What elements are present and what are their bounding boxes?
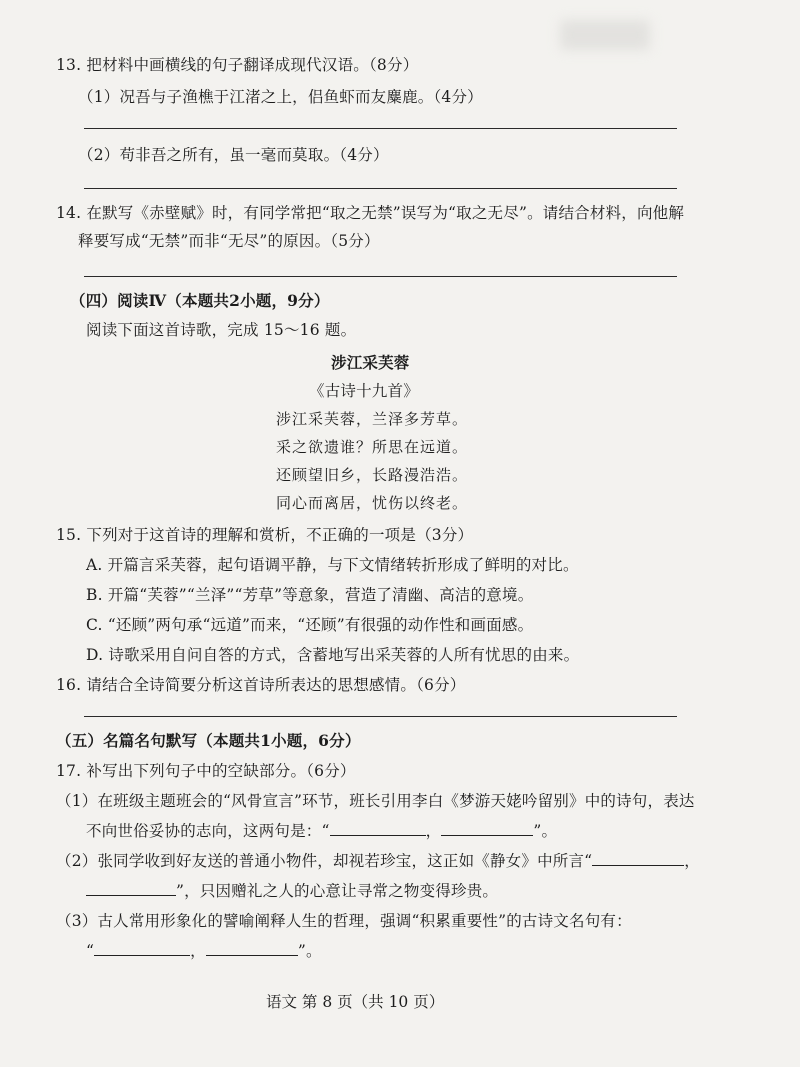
fill-blank[interactable] — [206, 940, 298, 956]
poem-line: 采之欲遗谁？所思在远道。 — [276, 438, 469, 456]
fill-blank[interactable] — [592, 850, 684, 866]
q15-option-a: A. 开篇言采芙蓉，起句语调平静，与下文情绪转折形成了鲜明的对比。 — [86, 556, 579, 574]
q17-part2-line1: （2）张同学收到好友送的普通小物件，却视若珍宝，这正如《静女》中所言“ ， — [56, 852, 700, 870]
poem-line: 同心而离居，忧伤以终老。 — [276, 494, 469, 512]
poem-line: 还顾望旧乡，长路漫浩浩。 — [276, 466, 469, 484]
q13-sub2: （2）苟非吾之所有，虽一毫而莫取。（4分） — [78, 146, 389, 164]
q17-part1-line2: 不向世俗妥协的志向，这两句是：“ ， ”。 — [86, 822, 558, 840]
fill-blank[interactable] — [330, 820, 426, 836]
section-5-heading: （五）名篇名句默写（本题共1小题，6分） — [56, 731, 361, 750]
fill-blank[interactable] — [441, 820, 533, 836]
fill-blank[interactable] — [94, 940, 190, 956]
page-footer: 语文 第 8 页（共 10 页） — [266, 993, 445, 1011]
q13-stem: 13. 把材料中画横线的句子翻译成现代汉语。（8分） — [56, 56, 419, 74]
q14-line1: 14. 在默写《赤壁赋》时，有同学常把“取之无禁”误写为“取之无尽”。请结合材料，向他解 — [56, 204, 685, 222]
q15-stem: 15. 下列对于这首诗的理解和赏析，不正确的一项是（3分） — [56, 526, 474, 544]
q13-sub1: （1）况吾与子渔樵于江渚之上，侣鱼虾而友麋鹿。（4分） — [78, 88, 483, 106]
poem-source: 《古诗十九首》 — [309, 382, 419, 400]
answer-line — [84, 188, 677, 189]
q17-part3-line2: “ ， ”。 — [86, 942, 322, 960]
q15-option-d: D. 诗歌采用自问自答的方式，含蓄地写出采芙蓉的人所有忧思的由来。 — [86, 646, 580, 664]
poem-title: 涉江采芙蓉 — [331, 354, 410, 372]
q17-part3-line1: （3）古人常用形象化的譬喻阐释人生的哲理，强调“积累重要性”的古诗文名句有： — [56, 912, 632, 930]
q17-part1-line1: （1）在班级主题班会的“风骨宣言”环节，班长引用李白《梦游天姥吟留别》中的诗句，表达 — [56, 792, 695, 810]
answer-line — [84, 716, 677, 717]
answer-line — [84, 128, 677, 129]
fill-blank[interactable] — [86, 880, 176, 896]
q16-stem: 16. 请结合全诗简要分析这首诗所表达的思想感情。（6分） — [56, 676, 466, 694]
section-4-intro: 阅读下面这首诗歌，完成 15～16 题。 — [86, 321, 357, 339]
q14-line2: 释要写成“无禁”而非“无尽”的原因。（5分） — [78, 232, 380, 250]
q17-stem: 17. 补写出下列句子中的空缺部分。（6分） — [56, 762, 356, 780]
section-4-heading: （四）阅读Ⅳ（本题共2小题，9分） — [70, 291, 330, 310]
q17-part2-line2: ”，只因赠礼之人的心意让寻常之物变得珍贵。 — [86, 880, 498, 902]
scan-smudge — [560, 20, 650, 50]
poem-line: 涉江采芙蓉，兰泽多芳草。 — [276, 410, 469, 428]
answer-line — [84, 276, 677, 277]
q15-option-b: B. 开篇“芙蓉”“兰泽”“芳草”等意象，营造了清幽、高洁的意境。 — [86, 586, 534, 604]
q15-option-c: C. “还顾”两句承“远道”而来，“还顾”有很强的动作性和画面感。 — [86, 616, 534, 634]
